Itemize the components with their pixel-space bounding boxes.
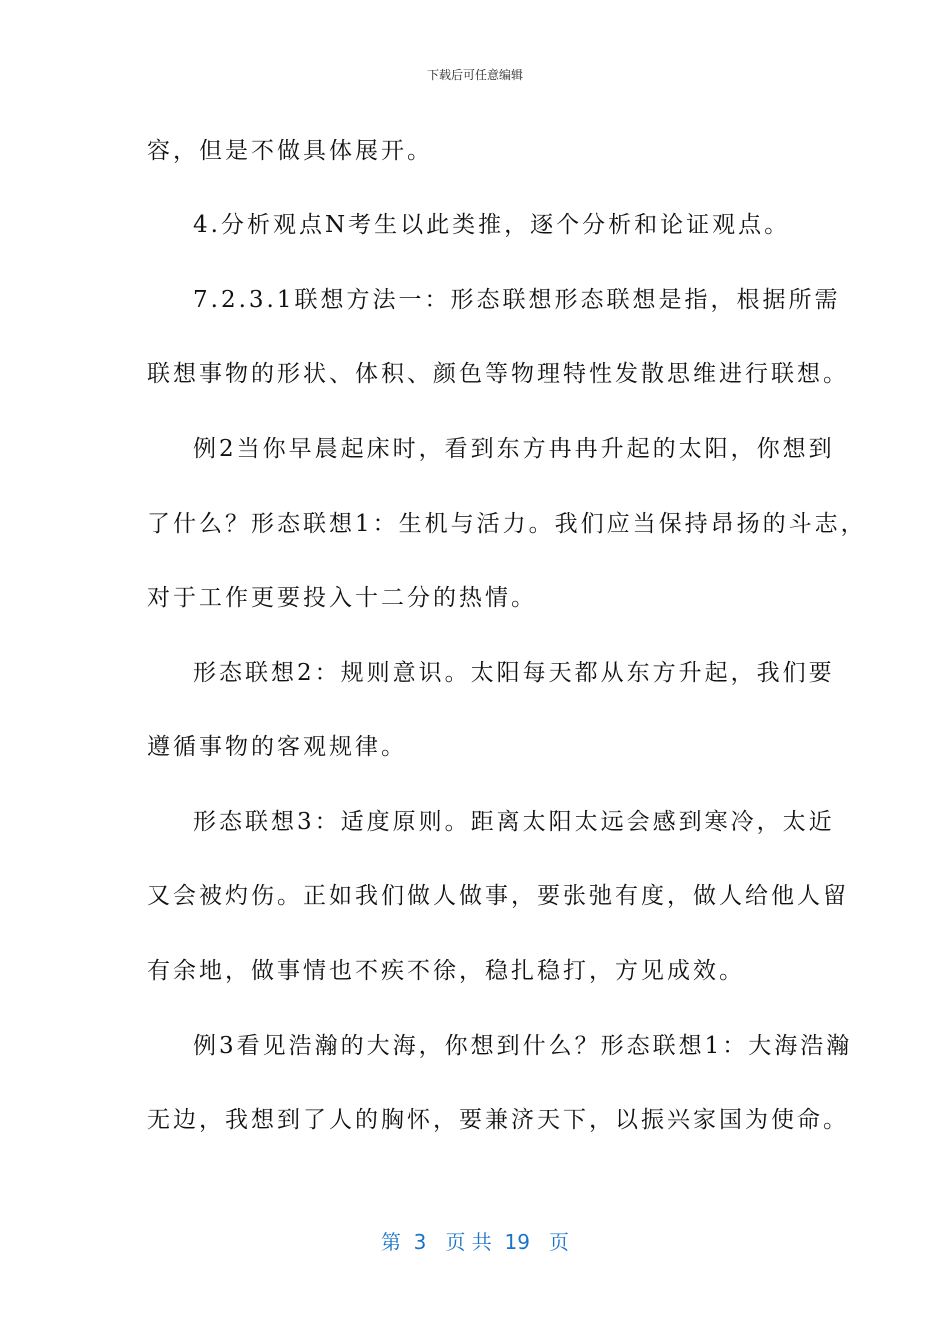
text-line: 又会被灼伤。正如我们做人做事，要张弛有度，做人给他人留 bbox=[147, 883, 849, 909]
text-line: 形态联想2：规则意识。太阳每天都从东方升起，我们要 bbox=[193, 660, 835, 686]
text-line: 例3看见浩瀚的大海，你想到什么？形态联想1：大海浩瀚 bbox=[193, 1033, 853, 1059]
text-line: 例2当你早晨起床时，看到东方冉冉升起的太阳，你想到 bbox=[193, 436, 835, 462]
page-header: 下载后可任意编辑 bbox=[426, 68, 523, 82]
text-line: 有余地，做事情也不疾不徐，稳扎稳打，方见成效。 bbox=[147, 958, 745, 984]
text-line: 遵循事物的客观规律。 bbox=[147, 734, 407, 760]
text-line: 4.分析观点N考生以此类推，逐个分析和论证观点。 bbox=[193, 212, 791, 238]
text-line: 形态联想3：适度原则。距离太阳太远会感到寒冷，太近 bbox=[193, 809, 835, 835]
text-line: 对于工作更要投入十二分的热情。 bbox=[147, 585, 537, 611]
page-number-footer: 第 3 页 共 19 页 bbox=[380, 1230, 570, 1254]
text-line: 容，但是不做具体展开。 bbox=[147, 138, 433, 164]
text-line: 了什么？形态联想1：生机与活力。我们应当保持昂扬的斗志， bbox=[147, 511, 867, 537]
text-line: 无边，我想到了人的胸怀，要兼济天下，以振兴家国为使命。 bbox=[147, 1107, 849, 1133]
text-line: 联想事物的形状、体积、颜色等物理特性发散思维进行联想。 bbox=[147, 361, 849, 387]
text-line: 7.2.3.1联想方法一：形态联想形态联想是指，根据所需 bbox=[193, 287, 841, 313]
